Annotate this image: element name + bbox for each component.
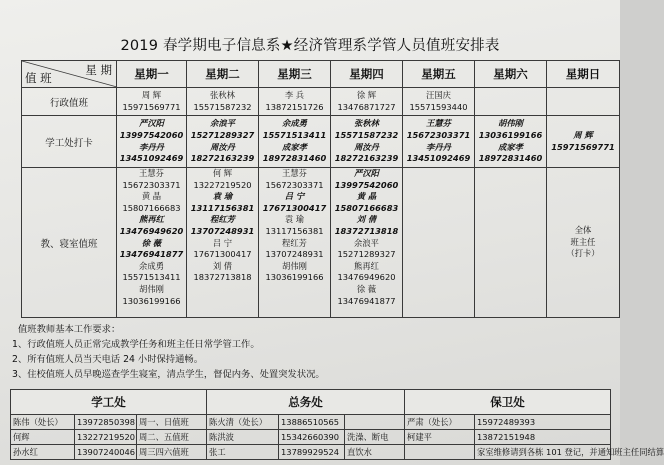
staff-cell: 洗澡、断电 [345, 430, 405, 445]
duty-cell [117, 168, 187, 318]
cell-line: 李 兵 [284, 89, 305, 100]
cell-line: 17671300417 [193, 249, 252, 260]
staff-cell: 13789929524 [279, 445, 345, 460]
staff-cell: 13872151948 [475, 430, 611, 445]
header-row [22, 61, 620, 88]
cell-line: 汪国庆 [426, 89, 451, 100]
dept-header-security: 保卫处 [405, 390, 611, 415]
staff-cell [405, 445, 475, 460]
cell-line: 黄 晶 [356, 191, 377, 202]
staff-cell: 张工 [207, 445, 279, 460]
duty-cell [331, 168, 403, 318]
staff-cell: 周三四六值班 [137, 445, 207, 460]
staff-cell: 13227219520 [75, 430, 137, 445]
cell-line: 李丹丹 [139, 141, 164, 152]
cell-line: 18372713818 [193, 272, 252, 283]
cell-line: 全体 [574, 225, 592, 236]
staff-cell: 13886510565 [279, 415, 345, 430]
cell-line: 15571513411 [262, 129, 327, 140]
cell-line: 13707248931 [190, 225, 255, 236]
cell-line: 13997542060 [119, 129, 184, 140]
cell-line: 余浪平 [354, 237, 379, 248]
staff-cell: 周一、日值班 [137, 415, 207, 430]
cell-line: 15271289327 [337, 249, 396, 260]
cell-line: 15672303371 [406, 129, 471, 140]
dept-header-student-affairs: 学工处 [11, 390, 207, 415]
cell-line: 成家孝 [498, 141, 523, 152]
cell-line: 周汝丹 [354, 141, 379, 152]
dept-header-general-affairs: 总务处 [207, 390, 405, 415]
cell-line: 13707248931 [265, 249, 324, 260]
cell-line: 13451092469 [119, 153, 184, 164]
work-requirements [12, 322, 612, 382]
note-item: 1、行政值班人员正常完成教学任务和班主任日常学管工作。 [12, 339, 260, 350]
table-row [22, 168, 620, 318]
staff-row [11, 445, 611, 460]
cell-line: 15672303371 [265, 179, 324, 190]
cell-line: 13997542060 [334, 179, 399, 190]
cell-line: 13117156381 [265, 225, 324, 236]
notes-heading: 值班教师基本工作要求： [18, 324, 121, 335]
cell-line: 13036199166 [478, 129, 543, 140]
staff-cell [345, 415, 405, 430]
cell-line: 15807166683 [334, 202, 399, 213]
cell-line: 王慧芬 [426, 118, 451, 129]
cell-line: （打卡） [566, 248, 600, 259]
cell-line: 王慧芬 [139, 168, 164, 178]
row-label: 行政值班 [22, 88, 117, 116]
cell-line: 15807166683 [122, 202, 181, 213]
duty-cell [187, 88, 259, 116]
duty-cell [187, 168, 259, 318]
diagonal-header-cell [22, 61, 117, 88]
staff-cell: 15342660390 [279, 430, 345, 445]
staff-cell: 陈洪波 [207, 430, 279, 445]
cell-line: 胡伟刚 [498, 118, 523, 129]
duty-cell [475, 116, 547, 168]
cell-line: 18972831460 [478, 153, 543, 164]
day-header: 星期一 [117, 61, 187, 88]
cell-line: 张秋林 [354, 118, 379, 129]
duty-cell [403, 88, 475, 116]
cell-line: 黄 晶 [141, 191, 162, 202]
cell-line: 13476871727 [337, 101, 396, 112]
cell-line: 严汉阳 [139, 118, 164, 129]
cell-line: 程红芳 [282, 237, 307, 248]
cell-line: 17671300417 [262, 202, 327, 213]
staff-cell: 陈火清（处长） [207, 415, 279, 430]
duty-cell [117, 88, 187, 116]
cell-line: 15971569771 [122, 101, 181, 112]
cell-line: 周 辉 [573, 129, 593, 140]
cell-line: 13476949620 [119, 225, 184, 236]
cell-line: 成家孝 [282, 141, 307, 152]
cell-line: 18972831460 [262, 153, 327, 164]
duty-cell [403, 168, 475, 318]
cell-line: 余浪平 [210, 118, 235, 129]
staff-row [11, 415, 611, 430]
cell-line: 13476941877 [119, 249, 184, 260]
cell-line: 18372713818 [334, 225, 399, 236]
cell-line: 13227219520 [193, 179, 252, 190]
staff-cell: 13972850398 [75, 415, 137, 430]
cell-line: 15571587232 [334, 129, 399, 140]
cell-line: 15271289327 [190, 129, 255, 140]
cell-line: 余成勇 [139, 260, 164, 271]
cell-line: 13476949620 [337, 272, 396, 283]
cell-line: 程红芳 [210, 214, 235, 225]
day-header: 星期二 [187, 61, 259, 88]
staff-cell: 直饮水 [345, 445, 405, 460]
duty-cell [259, 116, 331, 168]
staff-contact-table [10, 389, 664, 460]
cell-line: 徐 薇 [141, 237, 162, 248]
cell-line: 15571587232 [193, 101, 252, 112]
cell-line: 何 辉 [212, 168, 233, 178]
cell-line: 刘 倩 [212, 260, 233, 271]
duty-cell [331, 116, 403, 168]
day-header: 星期五 [403, 61, 475, 88]
duty-cell [547, 168, 620, 318]
duty-cell [259, 168, 331, 318]
cell-line: 胡伟刚 [282, 260, 307, 271]
cell-line: 周汝丹 [210, 141, 235, 152]
day-header: 星期三 [259, 61, 331, 88]
cell-line: 徐 辉 [356, 89, 377, 100]
duty-cell [117, 116, 187, 168]
cell-line: 13036199166 [122, 295, 181, 306]
staff-row [11, 430, 611, 445]
duty-cell [547, 116, 620, 168]
cell-line: 熊再红 [354, 260, 379, 271]
cell-line: 胡伟刚 [139, 283, 164, 294]
duty-schedule-table [21, 60, 620, 318]
cell-line: 严汉阳 [354, 168, 379, 178]
cell-line: 15971569771 [551, 141, 615, 152]
row-label: 学工处打卡 [22, 116, 117, 168]
cell-line: 余成勇 [282, 118, 307, 129]
duty-cell [475, 88, 547, 116]
cell-line: 刘 倩 [356, 214, 377, 225]
department-header-row [11, 390, 611, 415]
diag-header-bottom: 值 班 [25, 71, 52, 85]
staff-cell: 15972489393 [475, 415, 611, 430]
document-title: 2019 春学期电子信息系★经济管理系学管人员值班安排表 [120, 38, 500, 54]
cell-line: 13451092469 [406, 153, 471, 164]
diag-header-top: 星 期 [85, 63, 112, 77]
duty-cell [403, 116, 475, 168]
cell-line: 吕 宁 [212, 237, 233, 248]
duty-cell [475, 168, 547, 318]
duty-cell [547, 88, 620, 116]
cell-line: 15571593440 [409, 101, 468, 112]
duty-cell [187, 116, 259, 168]
cell-line: 吕 宁 [284, 191, 305, 202]
note-item: 3、住校值班人员早晚巡查学生寝室，清点学生，督促内务、处置突发状况。 [12, 369, 325, 380]
cell-line: 18272163239 [190, 153, 255, 164]
staff-cell: 孙水红 [11, 445, 75, 460]
cell-line: 15672303371 [122, 179, 181, 190]
row-label: 教、寝室值班 [22, 168, 117, 318]
duty-cell [259, 88, 331, 116]
staff-cell: 陈伟（处长） [11, 415, 75, 430]
staff-cell: 何辉 [11, 430, 75, 445]
cell-line: 袁 瑜 [212, 191, 233, 202]
cell-line: 张秋林 [210, 89, 235, 100]
staff-cell: 家室维修请到各栋 101 登记，并通知班主任同结算 [475, 445, 611, 460]
cell-line: 班主任 [570, 236, 596, 247]
cell-line: 13872151726 [265, 101, 324, 112]
staff-cell: 13907240046 [75, 445, 137, 460]
day-header: 星期四 [331, 61, 403, 88]
cell-line: 王慧芬 [282, 168, 307, 178]
table-row [22, 116, 620, 168]
table-row [22, 88, 620, 116]
cell-line: 18272163239 [334, 153, 399, 164]
note-item: 2、所有值班人员当天电话 24 小时保持通畅。 [12, 354, 203, 365]
cell-line: 13117156381 [190, 202, 255, 213]
day-header: 星期六 [475, 61, 547, 88]
cell-line: 周 辉 [141, 89, 162, 100]
cell-line: 15571513411 [122, 272, 181, 283]
duty-cell [331, 88, 403, 116]
cell-line: 李丹丹 [426, 141, 451, 152]
staff-cell: 周二、五值班 [137, 430, 207, 445]
cell-line: 袁 瑜 [284, 214, 305, 225]
cell-line: 熊再红 [139, 214, 164, 225]
staff-cell: 严肃（处长） [405, 415, 475, 430]
day-header: 星期日 [547, 61, 620, 88]
cell-line: 13036199166 [265, 272, 324, 283]
cell-line: 徐 薇 [356, 283, 377, 294]
staff-cell: 柯建平 [405, 430, 475, 445]
cell-line: 13476941877 [337, 295, 396, 306]
